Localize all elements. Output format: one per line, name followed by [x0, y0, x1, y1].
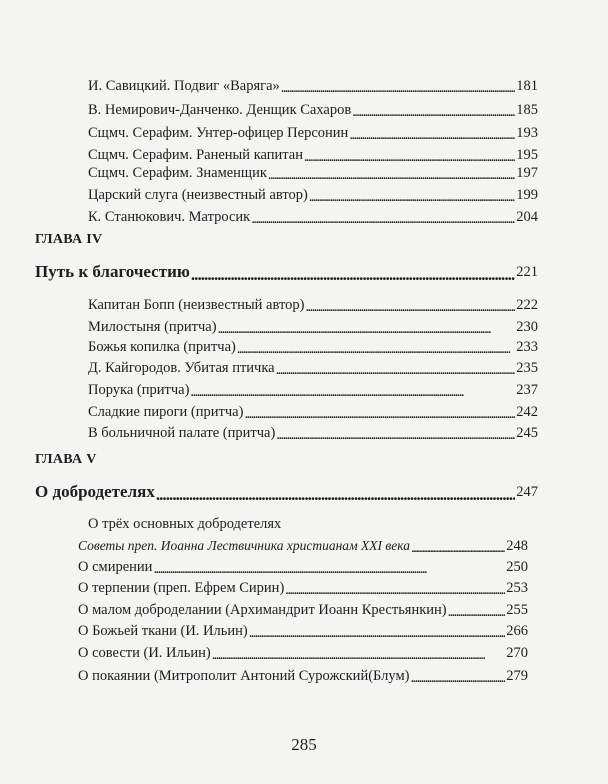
toc-entry [88, 164, 538, 182]
leader-dots [410, 671, 505, 685]
leader-dots [276, 428, 515, 442]
chapter-title-entry [35, 261, 538, 283]
leader-dots [349, 128, 515, 142]
toc-entry-title: Д. Кайгородов. Убитая птичка [88, 360, 275, 376]
toc-entry [78, 622, 528, 640]
toc-entry-title: И. Савицкий. Подвиг «Варяга» [88, 78, 280, 94]
chapter-label: ГЛАВА V [35, 452, 97, 467]
toc-entry [88, 101, 538, 119]
toc-entry-title: Царский слуга (неизвестный автор) [88, 187, 308, 203]
toc-entry-title: Советы преп. Иоанна Лествичника христианам XXI века [78, 538, 410, 553]
toc-entry-title: О покаянии (Митрополит Антоний Сурожский(Блум) [78, 668, 410, 684]
chapter-title: Путь к благочестию [35, 262, 190, 281]
toc-entry-title: Сщмч. Серафим. Знаменщик [88, 165, 267, 181]
toc-entry [88, 381, 538, 399]
leader-dots [305, 300, 515, 314]
leader-dots [153, 562, 505, 576]
toc-entry-title: Сщмч. Серафим. Раненый капитан [88, 147, 303, 163]
toc-entry-title: Божья копилка (притча) [88, 339, 236, 355]
toc-entry-title: О терпении (преп. Ефрем Сирин) [78, 580, 285, 596]
toc-entry-page: 230 [516, 319, 538, 335]
leader-dots [281, 81, 515, 95]
toc-entry-page: 253 [506, 580, 528, 596]
toc-entry-title: О малом доброделании (Архимандрит Иоанн Крестьянкин) [78, 602, 447, 618]
toc-entry-page: 222 [516, 297, 538, 313]
page-number: 285 [291, 735, 317, 754]
leader-dots [237, 342, 515, 356]
leader-dots [448, 605, 506, 619]
toc-entry [78, 601, 528, 619]
toc-entry [88, 338, 538, 356]
leader-dots [191, 267, 515, 283]
toc-entry-page: 248 [506, 538, 528, 554]
leader-dots [212, 648, 506, 662]
leader-dots [285, 583, 505, 597]
toc-entry-title: В больничной палате (притча) [88, 425, 276, 441]
toc-entry [88, 186, 538, 204]
chapter-page: 247 [516, 484, 538, 500]
toc-entry-page: 270 [506, 645, 528, 661]
leader-dots [276, 363, 516, 377]
toc-entry [88, 124, 538, 142]
toc-entry-title: Порука (притча) [88, 382, 190, 398]
toc-entry-page: 181 [516, 78, 538, 94]
toc-entry-page: 279 [506, 668, 528, 684]
toc-entry-page: 193 [516, 125, 538, 141]
toc-entry-page: 255 [506, 602, 528, 618]
leader-dots [411, 541, 505, 555]
toc-entry-title: О смирении [78, 559, 153, 575]
toc-entry-page: 233 [516, 339, 538, 355]
toc-entry-page: 237 [516, 382, 538, 398]
toc-entry-page: 242 [516, 404, 538, 420]
toc-entry-title: Сщмч. Серафим. Унтер-офицер Персонин [88, 125, 349, 141]
chapter-page: 221 [516, 264, 538, 280]
toc-entry [78, 579, 528, 597]
toc-entry-title: Сладкие пироги (притча) [88, 404, 244, 420]
toc-entry [88, 359, 538, 377]
section-subheading: О трёх основных добродетелях [88, 516, 282, 532]
leader-dots [156, 487, 515, 503]
toc-entry-title: О Божьей ткани (И. Ильин) [78, 623, 248, 639]
leader-dots [244, 407, 515, 421]
toc-entry [78, 558, 528, 576]
toc-entry [88, 208, 538, 226]
toc-entry [78, 644, 528, 662]
toc-entry [88, 77, 538, 95]
toc-entry-page: 195 [516, 147, 538, 163]
leader-dots [352, 105, 515, 119]
leader-dots [304, 150, 515, 164]
toc-entry-italic [78, 537, 528, 555]
toc-entry-title: О совести (И. Ильин) [78, 645, 211, 661]
leader-dots [309, 190, 515, 204]
leader-dots [249, 626, 506, 640]
chapter-title-entry [35, 481, 538, 503]
toc-entry [88, 146, 538, 164]
toc-entry-page: 266 [506, 623, 528, 639]
toc-entry-page: 250 [506, 559, 528, 575]
toc-entry-title: Милостыня (притча) [88, 319, 217, 335]
toc-entry-title: Капитан Бопп (неизвестный автор) [88, 297, 305, 313]
toc-entry-page: 199 [516, 187, 538, 203]
leader-dots [268, 168, 515, 182]
toc-entry-page: 197 [516, 165, 538, 181]
chapter-label: ГЛАВА IV [35, 232, 103, 247]
toc-entry [88, 403, 538, 421]
toc-entry [78, 667, 528, 685]
toc-entry-page: 235 [516, 360, 538, 376]
leader-dots [190, 385, 515, 399]
leader-dots [251, 212, 515, 226]
chapter-title: О добродетелях [35, 482, 155, 501]
toc-entry-page: 185 [516, 102, 538, 118]
toc-entry [88, 318, 538, 336]
toc-entry-page: 245 [516, 425, 538, 441]
toc-entry-title: К. Станюкович. Матросик [88, 209, 251, 225]
toc-entry-title: В. Немирович-Данченко. Денщик Сахаров [88, 102, 352, 118]
toc-entry [88, 296, 538, 314]
toc-entry-page: 204 [516, 209, 538, 225]
toc-entry [88, 424, 538, 442]
leader-dots [218, 322, 516, 336]
